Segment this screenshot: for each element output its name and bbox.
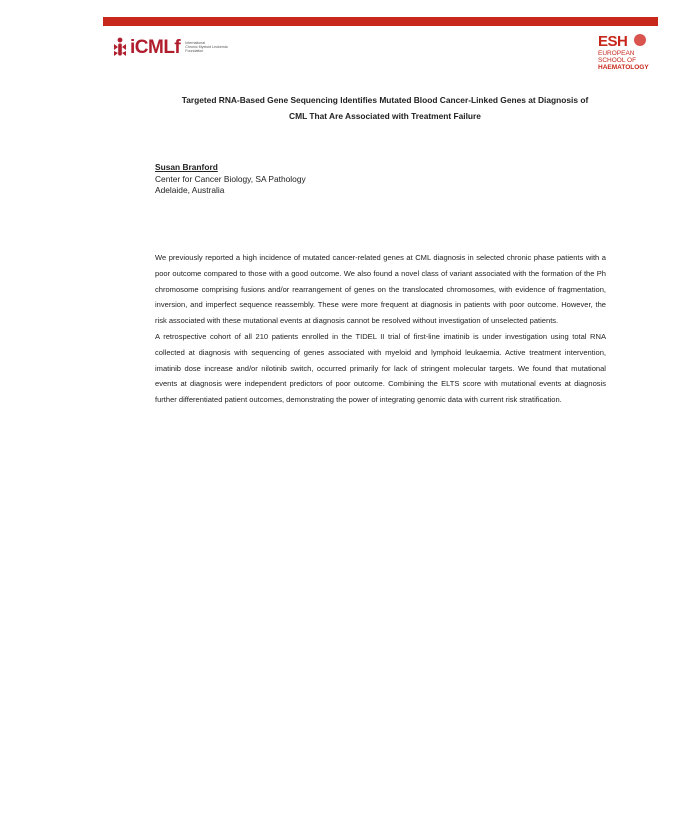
abstract-title [150, 92, 620, 124]
esh-line-european: EUROPEAN [598, 50, 635, 57]
icmlf-logo-text: iCMLf [130, 36, 181, 58]
esh-dot-icon [634, 34, 646, 46]
title-line-1: Targeted RNA-Based Gene Sequencing Identifies Mutated Blood Cancer-Linked Genes at Diagnosis of [181, 95, 589, 105]
esh-line-haematology: HAEMATOLOGY [598, 64, 649, 71]
author-affiliation: Center for Cancer Biology, SA Pathology [155, 173, 306, 184]
author-block [155, 162, 306, 197]
abstract-paragraph-2: A retrospective cohort of all 210 patients enrolled in the TIDEL II trial of first-line imatinib is under investigation using total RNA collected at diagnosis with sequencing of genes associated with myeloid and lymphoid leukaemia. Active treatment intervention, imatinib dose increase and/or nilotinib switch, occurred primarily for lack of stringent molecular targets. We found that mutational events at diagnosis were independent predictors of poor outcome. Combining the ELTS score with mutational events at diagnosis further differentiated patient outcomes, demonstrating the power of integrating genomic data with current risk stratification. [155, 331, 606, 405]
icmlf-tagline-line: Chronic Myeloid Leukemia [185, 44, 228, 49]
author-location: Adelaide, Australia [155, 185, 225, 195]
esh-logo [598, 34, 650, 74]
esh-line-school: SCHOOL OF [598, 57, 637, 64]
icmlf-logo [113, 36, 228, 58]
author-name: Susan Branford [155, 162, 218, 172]
title-line-2: CML That Are Associated with Treatment Failure [289, 111, 481, 121]
header-accent-bar [103, 17, 658, 26]
abstract-paragraph-1: We previously reported a high incidence of mutated cancer-related genes at CML diagnosis in selected chronic phase patients with a poor outcome compared to those with a good outcome. We also found a novel class of variant associated with the formation of the Ph chromosome comprising fusions and/or rearrangement of genes on the translocated chromosomes, with evidence of fragmentation, inversion, and imperfect sequence reassembly. These were more frequent at diagnosis in patients with poor outcome. However, the risk associated with these mutational events at diagnosis cannot be resolved without investigation of unselected patients. [155, 253, 606, 326]
icmlf-tagline [185, 41, 227, 54]
abstract-body [155, 250, 606, 408]
icmlf-tagline-line: International [185, 40, 206, 45]
esh-abbr: ESH [598, 33, 628, 50]
icmlf-tagline-line: Foundation [185, 49, 204, 54]
icmlf-figure-icon [113, 37, 127, 57]
